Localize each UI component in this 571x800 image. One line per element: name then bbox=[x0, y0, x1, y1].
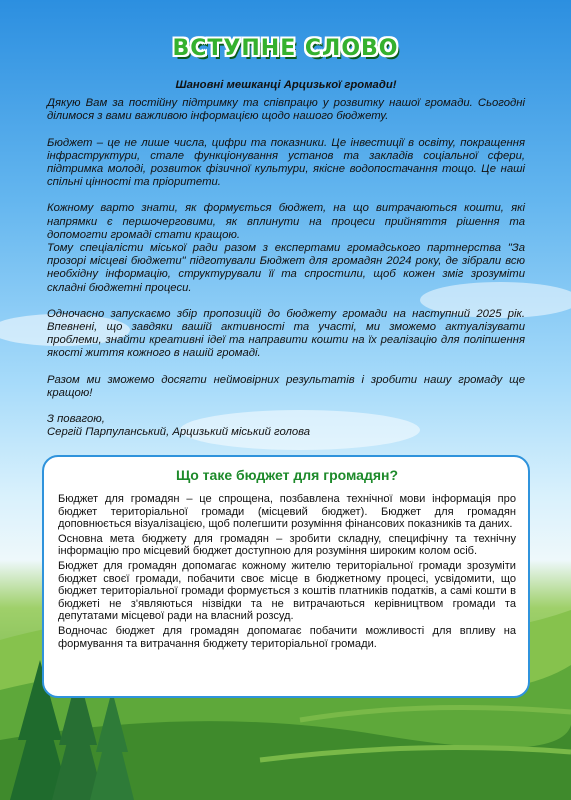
greeting: Шановні мешканці Арцизької громади! bbox=[175, 79, 397, 91]
page-title: ВСТУПНЕ СЛОВО bbox=[172, 36, 399, 61]
info-box-paragraph: Бюджет для громадян допомагає кожному жителю територіальної громади зрозуміти бюджет своєї громади, побачити своє місце в бюджетному процесі, усвідомити, що бюджет територіальної громади формується з коштів платників податків, а самі кошти в бюджеті не з'являються нізвідки та не витрачаються керівництвом громади та депутатами місцевої ради на власний розсуд. bbox=[58, 559, 516, 623]
signature: Сергій Парпуланський, Арцизький міський голова bbox=[47, 426, 311, 439]
intro-paragraph: Кожному варто знати, як формується бюджет, на що витрачаються кошти, які напрямки є першочерговими, як вплинути на процеси прийняття рішення та допомогти громаді стати кращою. bbox=[47, 202, 525, 241]
intro-paragraph: Дякую Вам за постійну підтримку та співпрацю у розвитку нашої громади. Сьогодні ділимося з вами важливою інформацією щодо нашого бюджету. bbox=[47, 97, 525, 123]
intro-paragraph: Одночасно запускаємо збір пропозицій до бюджету громади на наступний 2025 рік. Впевнені, що завдяки вашій активності та участі, ми зможемо актуалізувати проблеми, знайти креативні ідеї та направити кошти на їх реалізацію для поліпшення якості життя кожного в нашій громаді. bbox=[47, 307, 525, 360]
info-box-paragraph: Основна мета бюджету для громадян – зробити складну, специфічну та технічну інформацію про місцевий бюджет доступною для розуміння широким колом осіб. bbox=[58, 532, 516, 558]
intro-paragraph: Бюджет – це не лише числа, цифри та показники. Це інвестиції в освіту, покращення інфраструктури, стале функціонування установ та закладів соціальної сфери, підтримка молоді, розвиток фізичної культури, якісне водопостачання тощо. Це наші спільні цінності та пріоритети. bbox=[47, 136, 525, 189]
info-box-heading: Що таке бюджет для громадян? bbox=[175, 467, 399, 483]
info-box-paragraph: Водночас бюджет для громадян допомагає побачити можливості для впливу на формування та витрачання бюджету територіальної громади. bbox=[58, 624, 516, 650]
intro-paragraph: Тому спеціалісти міської ради разом з експертами громадського партнерства "За прозорі місцеві бюджети" підготували Бюджет для громадян 2024 року, де зібрали всю необхідну інформацію, структурували її та спростили, щоб кожен зміг зрозуміти складні бюджетні процеси. bbox=[47, 242, 525, 294]
closing: З повагою, bbox=[47, 413, 105, 426]
info-box bbox=[42, 455, 530, 698]
intro-paragraph: Разом ми зможемо досягти неймовірних результатів і зробити нашу громаду ще кращою! bbox=[47, 373, 525, 399]
info-box-paragraph: Бюджет для громадян – це спрощена, позбавлена технічної мови інформація про бюджет територіальної громади (місцевий бюджет). Бюджет для громадян доповнюється візуалізацією, щоб полегшити розуміння фінансових показників та даних. bbox=[58, 493, 516, 531]
intro-letter bbox=[47, 79, 525, 439]
